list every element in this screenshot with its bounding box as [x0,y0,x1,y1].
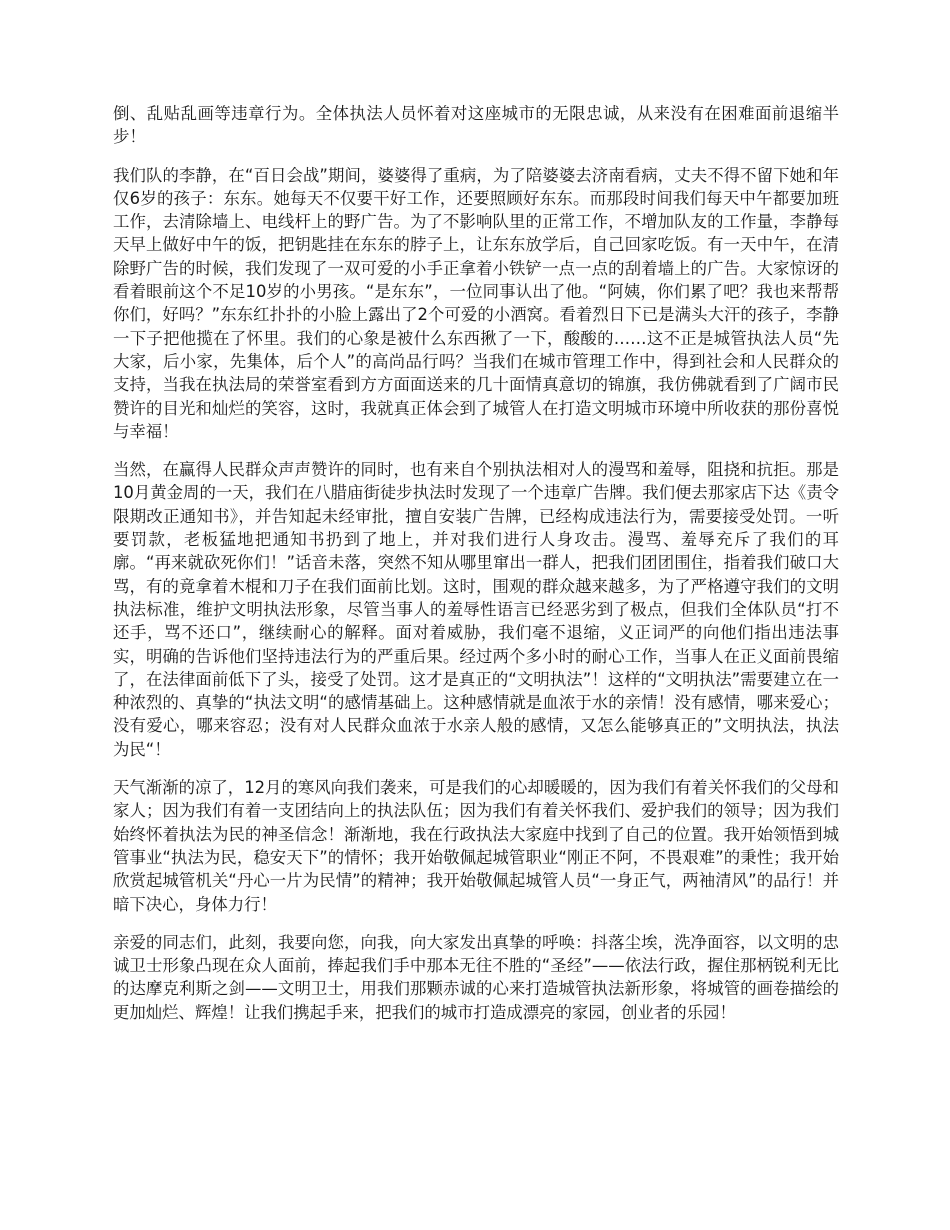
document-page [113,102,839,1039]
paragraph-3: 当然，在赢得人民群众声声赞许的同时，也有来自个别执法相对人的漫骂和羞辱，阻挠和抗拒。那是10月黄金周的一天，我们在八腊庙街徒步执法时发现了一个违章广告牌。我们便去那家店下达《责令限期改正通知书》，并告知起未经审批，擅自安装广告牌，已经构成违法行为，需要接受处罚。一听要罚款，老板猛地把通知书扔到了地上，并对我们进行人身攻击。漫骂、羞辱充斥了我们的耳廓。“再来就砍死你们！”话音未落，突然不知从哪里窜出一群人，把我们团团围住，指着我们破口大骂，有的竟拿着木棍和刀子在我们面前比划。这时，围观的群众越来越多，为了严格遵守我们的文明执法标准，维护文明执法形象，尽管当事人的羞辱性语言已经恶劣到了极点，但我们全体队员“打不还手，骂不还口”，继续耐心的解释。面对着威胁，我们毫不退缩，义正词严的向他们指出违法事实，明确的告诉他们坚持违法行为的严重后果。经过两个多小时的耐心工作，当事人在正义面前畏缩了，在法律面前低下了头，接受了处罚。这才是真正的“文明执法”！这样的“文明执法”需要建立在一种浓烈的、真挚的“执法文明“的感情基础上。这种感情就是血浓于水的亲情！没有感情，哪来爱心；没有爱心，哪来容忍；没有对人民群众血浓于水亲人般的感情，又怎么能够真正的”文明执法，执法为民“！ [113,460,839,759]
paragraph-5: 亲爱的同志们，此刻，我要向您，向我，向大家发出真挚的呼唤：抖落尘埃，洗净面容，以文明的忠诚卫士形象凸现在众人面前，捧起我们手中那本无往不胜的“圣经”——依法行政，握住那柄锐利无比的达摩克利斯之剑——文明卫士，用我们那颗赤诚的心来打造城管执法新形象，将城管的画卷描绘的更加灿烂、辉煌！让我们携起手来，把我们的城市打造成漂亮的家园，创业者的乐园！ [113,932,839,1022]
paragraph-1: 倒、乱贴乱画等违章行为。全体执法人员怀着对这座城市的无限忠诚，从来没有在困难面前退缩半步！ [113,104,839,147]
paragraph-4: 天气渐渐的凉了，12月的寒风向我们袭来，可是我们的心却暖暖的，因为我们有着关怀我们的父母和家人；因为我们有着一支团结向上的执法队伍；因为我们有着关怀我们、爱护我们的领导；因为我们始终怀着执法为民的神圣信念！渐渐地，我在行政执法大家庭中找到了自己的位置。我开始领悟到城管事业“执法为民，稳安天下”的情怀；我开始敬佩起城管职业“刚正不阿，不畏艰难”的秉性；我开始欣赏起城管机关“丹心一片为民情”的精神；我开始敬佩起城管人员“一身正气，两袖清风”的品行！并暗下决心，身体力行！ [113,778,839,914]
paragraph-2: 我们队的李静，在“百日会战”期间，婆婆得了重病，为了陪婆婆去济南看病，丈夫不得不留下她和年仅6岁的孩子：东东。她每天不仅要干好工作，还要照顾好东东。而那段时间我们每天中午都要加班工作，去清除墙上、电线杆上的野广告。为了不影响队里的正常工作，不增加队友的工作量，李静每天早上做好中午的饭，把钥匙挂在东东的脖子上，让东东放学后，自己回家吃饭。有一天中午，在清除野广告的时候，我们发现了一双可爱的小手正拿着小铁铲一点一点的刮着墙上的广告。大家惊讶的看着眼前这个不足10岁的小男孩。“是东东”，一位同事认出了他。“阿姨，你们累了吧？我也来帮帮你们，好吗？”东东红扑扑的小脸上露出了2个可爱的小酒窝。看着烈日下已是满头大汗的孩子，李静一下子把他揽在了怀里。我们的心象是被什么东西揪了一下，酸酸的……这不正是城管执法人员“先大家，后小家，先集体，后个人”的高尚品行吗？当我们在城市管理工作中，得到社会和人民群众的支持，当我在执法局的荣誉室看到方方面面送来的几十面情真意切的锦旗，我仿佛就看到了广阔市民赞许的目光和灿烂的笑容，这时，我就真正体会到了城管人在打造文明城市环境中所收获的那份喜悦与幸福！ [113,165,839,441]
